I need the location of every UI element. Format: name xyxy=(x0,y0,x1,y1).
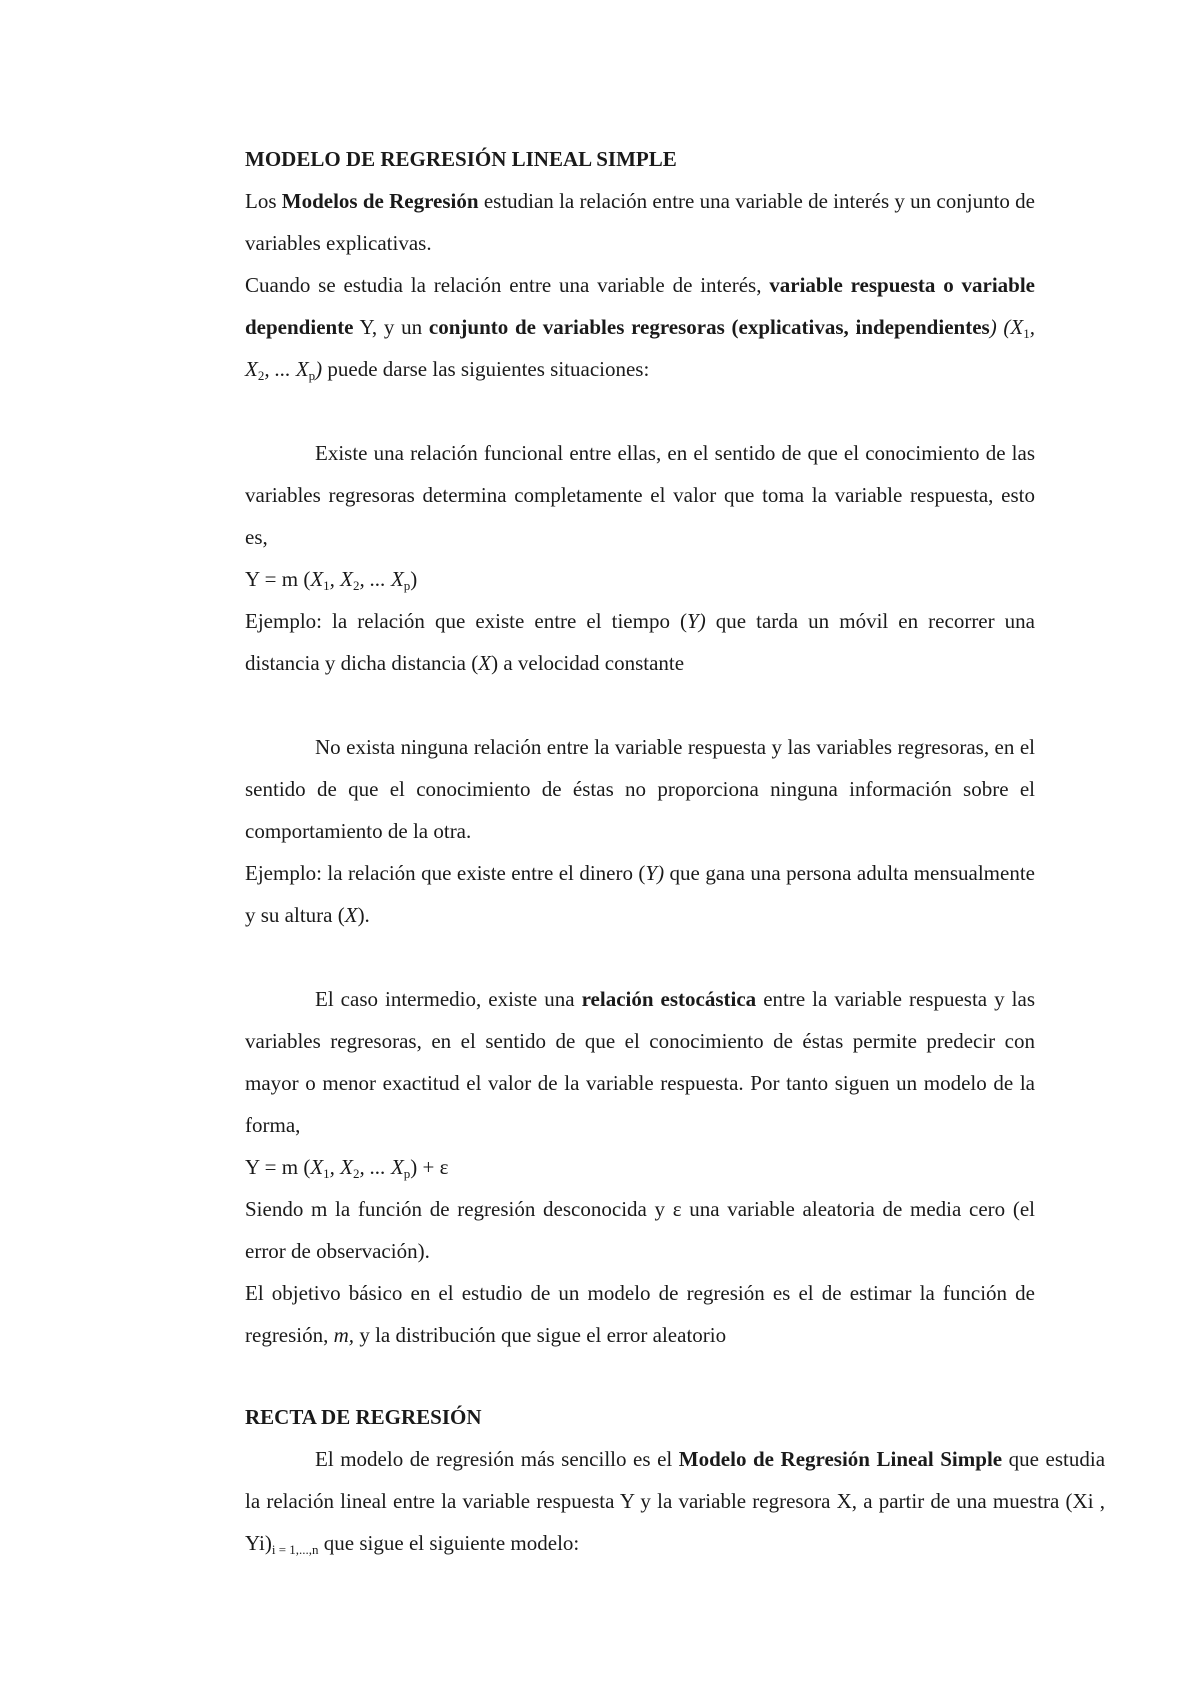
text-run: Y, y un xyxy=(353,315,429,339)
objective-paragraph xyxy=(245,1272,1035,1356)
text-run: puede darse las siguientes situaciones: xyxy=(322,357,650,381)
bold-term: conjunto de variables regresoras (explicativas, independientes xyxy=(428,315,990,339)
bold-term: relación estocástica xyxy=(581,987,757,1011)
math-run: , ... X xyxy=(359,567,404,591)
text-run: Y = m ( xyxy=(245,567,311,591)
math-run: X xyxy=(344,903,358,927)
math-run: , ... X xyxy=(359,1155,404,1179)
text-run: ) + ε xyxy=(410,1155,449,1179)
text-run: que sigue el siguiente modelo: xyxy=(318,1531,580,1555)
text-run: Ejemplo: la relación que existe entre el dinero ( xyxy=(245,861,646,885)
math-run: , ... X xyxy=(264,357,309,381)
recta-paragraph xyxy=(245,1438,1105,1564)
formula-functional xyxy=(245,558,1035,600)
math-run: X xyxy=(310,567,324,591)
spacer xyxy=(245,390,1035,432)
math-run: ) xyxy=(315,357,323,381)
text-run: Cuando se estudia la relación entre una variable de interés, xyxy=(245,273,770,297)
math-subscript: 2 xyxy=(352,578,360,593)
section-title-recta: RECTA DE REGRESIÓN xyxy=(245,1405,482,1429)
situations-paragraph xyxy=(245,264,1035,390)
example-functional xyxy=(245,600,1035,684)
bold-term: variable respuesta o variable dependiente xyxy=(245,273,1036,339)
math-subscript: 1 xyxy=(323,1166,330,1181)
document-body xyxy=(245,138,1106,1564)
text-run: y la distribución que sigue el error aleatorio xyxy=(354,1323,727,1347)
text-run: ). xyxy=(357,903,370,927)
math-run: X xyxy=(310,1155,324,1179)
text-run: estudian la relación entre una variable de interés y un conjunto de variables explicativas. xyxy=(245,189,1035,255)
text-run: El caso intermedio, existe una xyxy=(315,987,582,1011)
math-run: ) (X xyxy=(989,315,1024,339)
spacer xyxy=(245,684,1035,726)
spacer xyxy=(245,936,1035,978)
math-run: , X xyxy=(329,567,353,591)
text-run: ) xyxy=(410,567,418,591)
error-description: Siendo m la función de regresión desconocida y ε una variable aleatoria de media cero (el error de observación). xyxy=(245,1197,1035,1263)
math-subscript: p xyxy=(403,1166,411,1181)
text-run: El modelo de regresión más sencillo es el xyxy=(315,1447,679,1471)
math-run: Y) xyxy=(687,609,706,633)
math-run: , X xyxy=(245,315,1035,381)
math-subscript: p xyxy=(308,368,316,383)
math-subscript: p xyxy=(403,578,411,593)
section-title: MODELO DE REGRESIÓN LINEAL SIMPLE xyxy=(245,147,677,171)
example-none xyxy=(245,852,1035,936)
math-run: , X xyxy=(329,1155,353,1179)
math-run: m, xyxy=(333,1323,355,1347)
math-subscript: 2 xyxy=(257,368,265,383)
math-subscript: 1 xyxy=(1023,326,1030,341)
text-run: El objetivo básico en el estudio de un modelo de regresión es el de estimar la función de regresión, xyxy=(245,1281,1035,1347)
spacer xyxy=(245,1356,1035,1396)
bold-term: Modelos de Regresión xyxy=(281,189,479,213)
math-subscript: i = 1,...,n xyxy=(271,1542,319,1557)
text-run: entre la variable respuesta y las variables regresoras, en el sentido de que el conocimiento de éstas permite predecir con mayor o menor exactitud el valor de la variable respuesta. Por tanto siguen un modelo de la forma, xyxy=(245,987,1035,1137)
text-run: que estudia la relación lineal entre la variable respuesta Y y la variable regresora X, a partir de una muestra (Xi , Yi) xyxy=(245,1447,1106,1555)
intro-paragraph xyxy=(245,180,1035,264)
case-stochastic-paragraph xyxy=(245,978,1035,1146)
text-run: ) a velocidad constante xyxy=(491,651,685,675)
text-run: Y = m ( xyxy=(245,1155,311,1179)
text-run: que gana una persona adulta mensualmente y su altura ( xyxy=(245,861,1035,927)
math-subscript: 1 xyxy=(323,578,330,593)
math-run: X xyxy=(478,651,492,675)
text-run: que tarda un móvil en recorrer una distancia y dicha distancia ( xyxy=(245,609,1036,675)
formula-stochastic xyxy=(245,1146,1035,1188)
math-run: Y) xyxy=(645,861,665,885)
text-run: Los xyxy=(245,189,282,213)
bold-term: Modelo de Regresión Lineal Simple xyxy=(678,1447,1003,1471)
case-none-paragraph: No exista ninguna relación entre la variable respuesta y las variables regresoras, en el sentido de que el conocimiento de éstas no proporciona ninguna información sobre el comportamiento de la otra. xyxy=(245,735,1035,843)
math-subscript: 2 xyxy=(352,1166,360,1181)
text-run: Ejemplo: la relación que existe entre el tiempo ( xyxy=(245,609,688,633)
case-functional-paragraph: Existe una relación funcional entre ellas, en el sentido de que el conocimiento de las variables regresoras determina completamente el valor que toma la variable respuesta, esto es, xyxy=(245,441,1035,549)
